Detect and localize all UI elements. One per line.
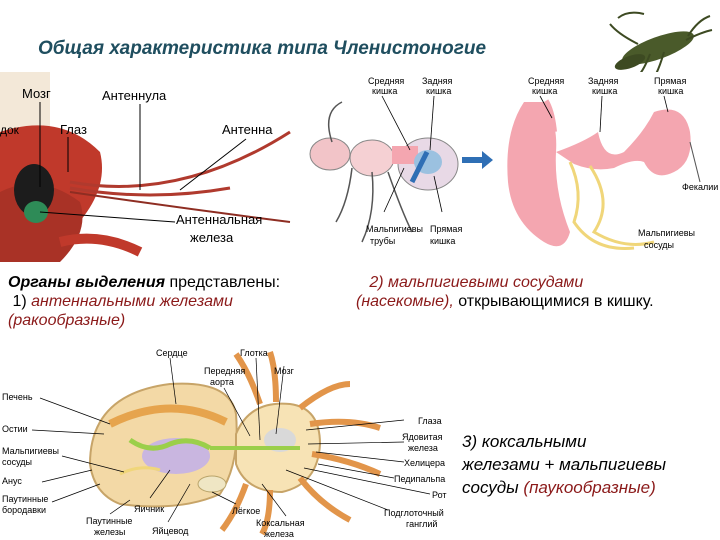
item3-line-2: железами + мальпигиевы — [462, 455, 667, 474]
insect-label-rectum-2: кишка — [430, 236, 456, 246]
spider-label-ovary: Яичник — [134, 504, 165, 514]
excretion-intro-bold: Органы выделения — [8, 274, 166, 291]
spider-label-subpharyngeal-1: Подглоточный — [384, 508, 444, 518]
spider-label-brain: Мозг — [274, 366, 294, 376]
spider-label-mouth: Рот — [432, 490, 447, 500]
spider-label-ostia: Остии — [2, 424, 28, 434]
spider-label-coxal-gland-2: железа — [264, 529, 294, 539]
crayfish-label-brain: Мозг — [22, 86, 51, 101]
spider-label-spinning-glands-2: железы — [94, 527, 126, 537]
gut-label-feces: Фекалии — [682, 182, 719, 192]
crayfish-label-antenna: Антенна — [222, 122, 273, 137]
insect-gut-diagram — [494, 72, 720, 262]
insect-label-hindgut-1: Задняя — [422, 76, 453, 86]
item2-rest: открывающимися в кишку. — [453, 293, 654, 310]
spider-label-coxal-gland-1: Коксальная — [256, 518, 305, 528]
item3-line-1: 3) коксальными — [462, 432, 587, 451]
spider-label-pharynx: Глотка — [240, 348, 268, 358]
insect-label-malpighian-1: Мальпигиевы — [366, 224, 424, 234]
insect-label-midgut-1: Средняя — [368, 76, 405, 86]
gut-label-malpighian-1: Мальпигиевы — [638, 228, 696, 238]
arrow-right-icon — [462, 150, 494, 170]
item2-group: (насекомые), — [356, 293, 454, 310]
item3-group: (паукообразные) — [523, 478, 656, 497]
crayfish-label-antennal-gland-2: железа — [190, 230, 234, 245]
item1-number: 1) — [12, 293, 32, 310]
spider-label-oviduct: Яйцевод — [152, 526, 189, 536]
crayfish-label-antennal-gland-1: Антеннальная — [176, 212, 263, 227]
insect-excretory-diagram — [292, 72, 464, 262]
item3-line-3: сосуды — [462, 478, 524, 497]
spider-label-subpharyngeal-2: ганглий — [406, 519, 438, 529]
gut-label-hindgut-2: кишка — [592, 86, 618, 96]
item1-text: антеннальными железами — [31, 293, 233, 310]
gut-label-rectum-1: Прямая — [654, 76, 687, 86]
spider-label-pedipalp: Педипальпа — [394, 474, 446, 484]
spider-label-spinnerets-2: бородавки — [2, 505, 46, 515]
spider-label-eyes: Глаза — [418, 416, 442, 426]
crayfish-label-eye: Глаз — [60, 122, 87, 137]
gut-label-midgut-1: Средняя — [528, 76, 565, 86]
spider-label-anus: Анус — [2, 476, 22, 486]
excretion-intro-text — [8, 273, 348, 330]
page-title: Общая характеристика типа Членистоногие — [38, 38, 487, 59]
spider-label-spinning-glands-1: Паутинные — [86, 516, 133, 526]
spider-label-lung: Лёгкое — [232, 506, 261, 516]
gut-label-rectum-2: кишка — [658, 86, 684, 96]
gut-label-hindgut-1: Задняя — [588, 76, 619, 86]
crayfish-head-diagram — [0, 72, 292, 262]
insect-label-rectum-1: Прямая — [430, 224, 463, 234]
spider-label-heart: Сердце — [156, 348, 188, 358]
crayfish-thumbnail-image — [598, 6, 714, 78]
spider-label-liver: Печень — [2, 392, 33, 402]
excretion-item3-text — [462, 430, 718, 499]
crayfish-label-stomach: док — [0, 123, 19, 137]
insect-label-hindgut-2: кишка — [426, 86, 452, 96]
spider-label-malpighian-1: Мальпигиевы — [2, 446, 60, 456]
spider-label-chelicera: Хелицера — [404, 458, 446, 468]
spider-label-venom-gland-2: железа — [408, 443, 438, 453]
insect-label-midgut-2: кишка — [372, 86, 398, 96]
excretion-intro-rest: представлены: — [165, 274, 281, 291]
item2-text: 2) мальпигиевыми сосудами — [369, 274, 584, 291]
gut-label-midgut-2: кишка — [532, 86, 558, 96]
crayfish-label-antennule: Антеннула — [102, 88, 167, 103]
spider-label-malpighian-2: сосуды — [2, 457, 33, 467]
insect-label-malpighian-2: трубы — [370, 236, 396, 246]
spider-label-venom-gland-1: Ядовитая — [402, 432, 443, 442]
spider-label-aorta-2: аорта — [210, 377, 234, 387]
gut-label-malpighian-2: сосуды — [644, 240, 675, 250]
spider-label-spinnerets-1: Паутинные — [2, 494, 49, 504]
spider-anatomy-diagram — [0, 344, 452, 540]
item1-group: (ракообразные) — [8, 312, 126, 329]
excretion-item2-text — [356, 273, 716, 311]
spider-label-aorta-1: Передняя — [204, 366, 246, 376]
